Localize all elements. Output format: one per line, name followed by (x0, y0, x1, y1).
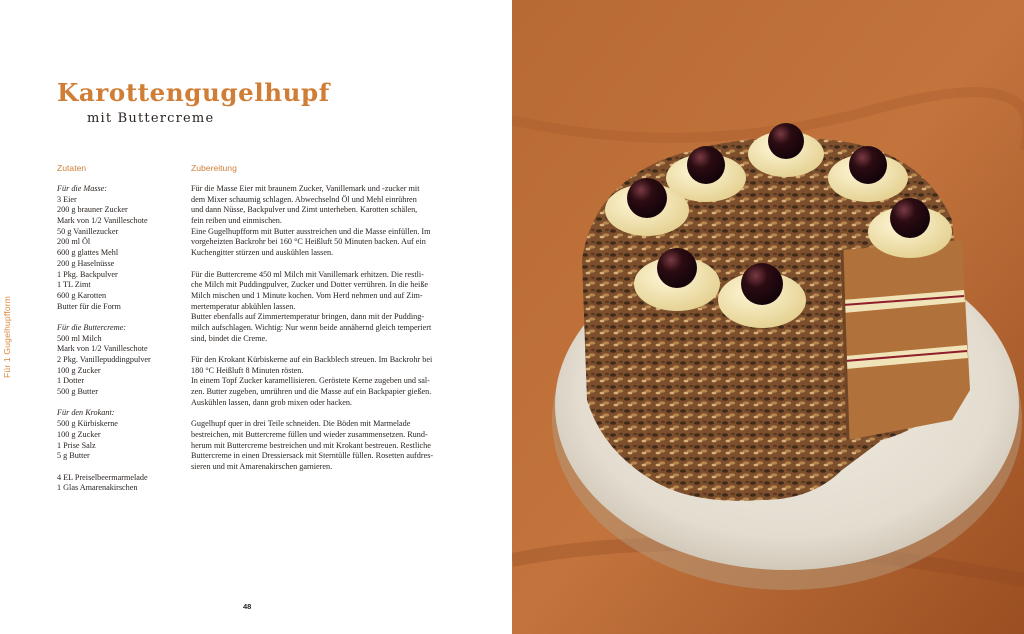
preparation-line: sind, bindet die Creme. (191, 333, 268, 343)
ingredient-item: 600 g Karotten (57, 290, 107, 300)
ingredient-item: Mark von 1/2 Vanilleschote (57, 344, 148, 354)
preparation-line: Gugelhupf quer in drei Teile schneiden. Die Böden mit Marmelade (191, 419, 411, 429)
preparation-line: Butter ebenfalls auf Zimmertemperatur bringen, dann mit der Pudding- (191, 312, 425, 322)
ingredient-item: 50 g Vanillezucker (57, 226, 119, 236)
preparation-line: milch aufschlagen. Wichtig: Nur wenn beide annähernd gleich temperiert (191, 322, 432, 332)
preparation-line: Kuchengitter stürzen und auskühlen lassen. (191, 248, 334, 258)
ingredient-item: 1 Dotter (57, 376, 85, 386)
ingredient-item: 1 Glas Amarenakirschen (57, 483, 138, 493)
ingredient-item: 5 g Butter (57, 451, 90, 461)
preparation-line: Auskühlen lassen, dann grob mixen oder hacken. (191, 397, 352, 407)
ingredient-item: 500 g Kürbiskerne (57, 419, 118, 429)
preparation-line: zen. Butter zugeben, umrühren und die Masse auf ein Backpapier gießen. (191, 387, 432, 397)
ingredient-item: 500 g Butter (57, 387, 98, 397)
preparation-line: Für die Masse Eier mit braunem Zucker, Vanillemark und -zucker mit (191, 184, 420, 193)
preparation-line: Für die Buttercreme 450 ml Milch mit Vanillemark erhitzen. Die restli- (191, 269, 424, 279)
ingredient-item: 3 Eier (57, 194, 77, 204)
ingredient-item: 100 g Zucker (57, 365, 101, 375)
recipe-subtitle: mit Buttercreme (87, 111, 215, 126)
ingredient-item: 200 g Haselnüsse (57, 258, 115, 268)
ingredient-item: 1 Pkg. Backpulver (57, 269, 118, 279)
ingredient-item: 200 ml Öl (57, 237, 91, 247)
preparation-line: Für den Krokant Kürbiskerne auf ein Backblech streuen. Im Backrohr bei (191, 355, 433, 364)
preparation-line: mertemperatur abkühlen lassen. (191, 301, 296, 311)
ingredient-item: 200 g brauner Zucker (57, 205, 128, 215)
preparation-line: Milch mischen und 1 Minute kochen. Vom Herd nehmen und auf Zim- (191, 290, 423, 300)
preparation-line: Eine Gugelhupfform mit Butter ausstreichen und die Masse einfüllen. Im (191, 226, 431, 236)
side-label: Für 1 Gugelhupfform (2, 295, 12, 378)
ingredient-item: 500 ml Milch (57, 333, 102, 343)
ingredient-item: 100 g Zucker (57, 429, 101, 439)
preparation-line: Buttercreme in einen Dressiersack mit Sterntülle füllen. Rosetten aufdres- (191, 451, 434, 461)
preparation-line: In einem Topf Zucker karamellisieren. Geröstete Kerne zugeben und sal- (191, 376, 430, 386)
ingredient-item: Mark von 1/2 Vanilleschote (57, 216, 148, 226)
preparation-line: und dann Nüsse, Backpulver und Zimt unterheben. Karotten schälen, (191, 205, 418, 215)
ingredient-item: 4 EL Preiselbeermarmelade (57, 472, 148, 482)
cake-cut-face (842, 240, 970, 440)
preparation-line: herum mit Buttercreme bestreichen und mit Krokant bestreuen. Restliche (191, 440, 431, 450)
preparation-line: vorgeheizten Backrohr bei 160 °C Heißluft 50 Minuten backen. Auf ein (191, 237, 426, 247)
preparation-line: dem Mixer schaumig schlagen. Abwechselnd Öl und Mehl einrühren (191, 194, 417, 204)
ingredients-heading: Zutaten (57, 163, 87, 173)
preparation-line: 180 °C Heißluft 8 Minuten rösten. (191, 365, 304, 375)
ingredient-item: 1 TL Zimt (57, 280, 91, 290)
cake-photo (512, 0, 1024, 634)
preparation-line: sieren und mit Amarenakirschen garnieren. (191, 461, 333, 471)
ingredient-group-title: Für die Masse: (57, 184, 108, 193)
ingredient-item: 2 Pkg. Vanillepuddingpulver (57, 355, 151, 364)
ingredients-list (57, 184, 185, 494)
preparation-line: che Milch mit Puddingpulver, Zucker und Dotter verrühren. In die heiße (191, 280, 429, 290)
cake-illustration (512, 0, 1024, 634)
page-number: 48 (243, 602, 252, 611)
ingredient-group-title: Für den Krokant: (57, 408, 115, 418)
ingredient-item: Butter für die Form (57, 301, 121, 311)
preparation-text (191, 184, 449, 473)
ingredient-item: 600 g glattes Mehl (57, 248, 119, 258)
ingredient-group-title: Für die Buttercreme: (57, 322, 126, 332)
preparation-line: bestreichen, mit Buttercreme füllen und wieder zusammensetzen. Rund- (191, 429, 428, 439)
ingredient-item: 1 Prise Salz (57, 440, 96, 450)
recipe-title: Karottengugelhupf (57, 78, 330, 107)
preparation-heading: Zubereitung (191, 163, 237, 173)
preparation-line: fein reiben und einmischen. (191, 216, 282, 226)
